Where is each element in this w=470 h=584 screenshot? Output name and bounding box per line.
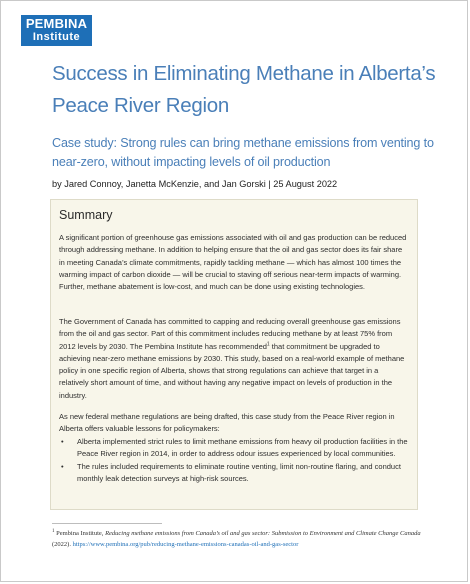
bullet-icon: • — [61, 437, 64, 446]
list-item — [59, 436, 409, 461]
footnote-marker: 1 — [52, 528, 55, 534]
logo-text-primary: PEMBINA — [25, 16, 88, 31]
footnote-reference[interactable]: 1 — [266, 341, 270, 348]
summary-heading: Summary — [59, 208, 113, 222]
list-item — [59, 461, 409, 486]
list-item-text: The rules included requirements to eliminate routine venting, limit non-routine flaring, and conduct monthly leak detection surveys at high-risk sources. — [77, 461, 401, 483]
document-title: Success in Eliminating Methane in Alberta’s Peace River Region — [52, 62, 436, 117]
pembina-logo — [21, 15, 92, 46]
document-subtitle: Case study: Strong rules can bring methane emissions from venting to near-zero, without impacting levels of oil production — [52, 136, 434, 169]
footnote-year: (2022). — [52, 540, 73, 548]
summary-paragraph-1: A significant portion of greenhouse gas emissions associated with oil and gas production can be reduced through addressing methane. In addition to helping ensure that the oil and gas sector does its fair share in meeting Canada’s climate commitments, rapidly tackling methane — which has almost 100 times the warming impact of carbon dioxide — will be crucial to staving off serious near-term impacts of warming. Further, methane abatement is low-cost, and much can be done using existing technologies. — [59, 233, 407, 292]
lessons-list — [59, 436, 409, 485]
footnote-text-start: Pembina Institute, — [54, 530, 106, 537]
summary-paragraph-3: As new federal methane regulations are being drafted, this case study from the Peace River region in Alberta offers valuable lessons for policymakers: — [59, 412, 395, 434]
footnote — [52, 529, 422, 550]
author-byline: by Jared Connoy, Janetta McKenzie, and Jan Gorski | 25 August 2022 — [52, 179, 338, 189]
summary-paragraph-2 — [59, 316, 409, 402]
bullet-icon: • — [61, 461, 64, 471]
footnote-divider — [52, 523, 162, 524]
footnote-source-title: Reducing methane emissions from Canada’s oil and gas sector: Submission to Environment and Climate Change Canada — [105, 530, 421, 537]
paragraph-2-text-start: The Government of Canada has committed to capping and reducing overall greenhouse gas emissions from the oil and gas sector. Part of this commitment includes reducing methane by at least 75% from 2012 levels by 2030. The Pembina Institute has recommended — [59, 317, 401, 351]
list-item-text: Alberta implemented strict rules to limit methane emissions from heavy oil production facilities in the Peace River region in 2014, in order to address odour issues experienced by local communities. — [77, 437, 408, 459]
footnote-link[interactable]: https://www.pembina.org/pub/reducing-methane-emissions-canadas-oil-and-gas-sector — [72, 540, 299, 548]
paragraph-2-text-end: that commitment be upgraded to achieving near-zero methane emissions by 2030. This study, based on a real-world example of methane policy in one specific region of Alberta, shows that strong regulations can achieve that target in a relatively short amount of time, and without having any negative impact on levels of production in the industry. — [59, 341, 405, 400]
logo-text-secondary: Institute — [32, 31, 81, 43]
